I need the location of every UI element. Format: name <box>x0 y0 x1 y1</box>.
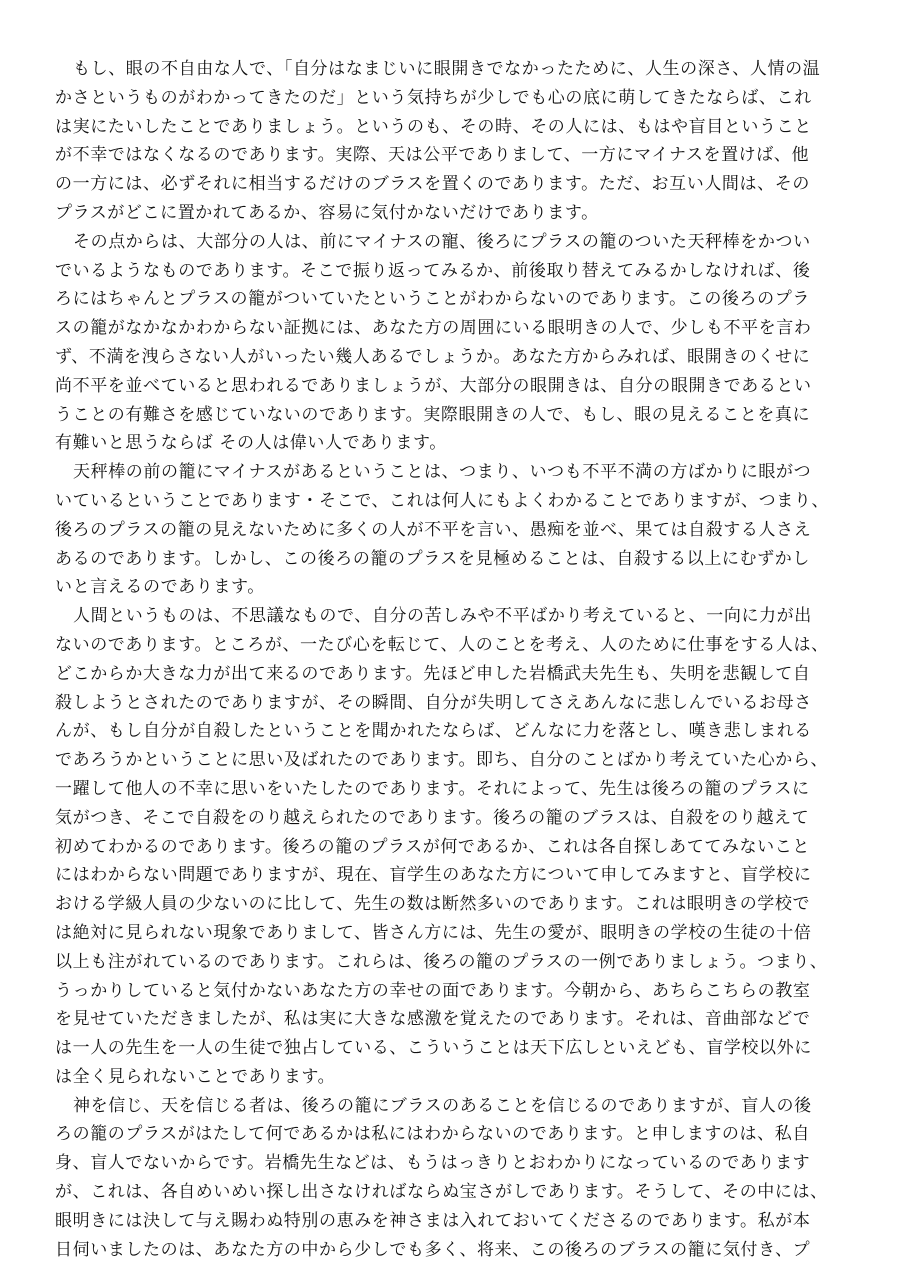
text-line: 尚不平を並べていると思われるでありましょうが、大部分の眼開きは、自分の眼開きであるとい <box>55 375 812 396</box>
text-line: かさというものがわかってきたのだ」という気持ちが少しでも心の底に萌してきたならば、これ <box>55 87 812 108</box>
text-line: は実にたいしたことでありましょう。というのも、その時、その人には、もはや盲目ということ <box>55 116 812 137</box>
text-line: ろの籠のプラスがはたして何であるかは私にはわからないのであります。と申しますのは、私自 <box>55 1124 810 1145</box>
text-line: 一躍して他人の不幸に思いをいたしたのであります。それによって、先生は後ろの籠のプラスに <box>55 778 810 799</box>
text-line: もし、眼の不自由な人で、「自分はなまじいに眼開きでなかったために、人生の深さ、人情の温 <box>73 59 821 79</box>
text-line: 殺しようとされたのでありますが、その瞬間、自分が失明してさえあんなに悲しんでいるお母さ <box>55 692 812 713</box>
text-line: プラスがどこに置かれてあるか、容易に気付かないだけであります。 <box>55 202 599 223</box>
paragraph-2 <box>55 228 865 458</box>
paragraph-3 <box>55 458 865 602</box>
text-line: でいるようなものであります。そこで振り返ってみるか、前後取り替えてみるかしなければ、後 <box>55 260 811 281</box>
text-line: であろうかということに思い及ばれたのであります。即ち、自分のことばかり考えていた心から、 <box>55 750 829 771</box>
text-line: 人間というものは、不思議なもので、自分の苦しみや不平ばかり考えていると、一向に力が出 <box>73 606 812 627</box>
text-line: の一方には、必ずそれに相当するだけのブラスを置くのであります。ただ、お互い人間は、その <box>55 174 810 195</box>
text-line: いているということであります・そこで、これは何人にもよくわかることでありますが、つまり、 <box>55 490 830 511</box>
text-line: ないのであります。ところが、一たび心を転じて、人のことを考え、人のために仕事をする人は、 <box>55 634 829 655</box>
text-line: 以上も注がれているのであります。これらは、後ろの籠のプラスの一例でありましょう。つまり、 <box>55 951 828 972</box>
text-line: を見せていただきましたが、私は実に大きな感激を覚えたのであります。それは、音曲部などで <box>55 1009 811 1030</box>
text-line: ず、不満を洩らさない人がいったい幾人あるでしょうか。あなた方からみれば、眼開きのくせに <box>55 346 811 367</box>
paragraph-4 <box>55 602 865 1092</box>
text-line: スの籠がなかなかわからない証拠には、あなた方の周囲にいる眼明きの人で、少しも不平を言わ <box>55 318 812 339</box>
text-line: 気がつき、そこで自殺をのり越えられたのであります。後ろの籠のブラスは、自殺をのり越えて <box>55 807 810 828</box>
text-line: んが、もし自分が自殺したということを聞かれたならば、どんなに力を落とし、嘆き悲しまれる <box>55 721 812 742</box>
text-line: ろにはちゃんとプラスの籠がついていたということがわからないのであります。この後ろのプラ <box>55 289 810 310</box>
text-line: 日伺いましたのは、あなた方の中から少しでも多く、将来、この後ろのブラスの籠に気付き、プ <box>55 1239 811 1260</box>
text-line: あるのであります。しかし、この後ろの籠のプラスを見極めることは、自殺する以上にむずかし <box>55 548 810 569</box>
text-line: が不幸ではなくなるのであります。実際、天は公平でありまして、一方にマイナスを置けば、他 <box>55 145 810 166</box>
body-text <box>55 55 865 1264</box>
paragraph-5 <box>55 1092 865 1265</box>
text-line: うっかりしていると気付かないあなた方の幸せの面であります。今朝から、あちらこちらの教室 <box>55 980 811 1001</box>
text-line: その点からは、大部分の人は、前にマイナスの寵、後ろにプラスの籠のついた天秤棒をかつい <box>73 231 811 252</box>
text-line: 初めてわかるのであります。後ろの籠のプラスが何であるか、これは各自探しあててみないこと <box>55 836 810 857</box>
text-line: 天秤棒の前の籠にマイナスがあるということは、つまり、いつも不平不満の方ばかりに眼がつ <box>73 462 812 483</box>
text-line: 神を信じ、天を信じる者は、後ろの籠にブラスのあることを信じるのでありますが、盲人の後 <box>73 1095 812 1116</box>
paragraph-1 <box>55 55 865 228</box>
text-line: 後ろのプラスの籠の見えないために多くの人が不平を言い、愚痴を並べ、果ては自殺する人さえ <box>55 519 812 540</box>
text-line: どこからか大きな力が出て来るのであります。先ほど申した岩橋武夫先生も、失明を悲観して自 <box>55 663 811 684</box>
text-line: が、これは、各自めいめい探し出さなければならぬ宝さがしであります。そうして、その中には、 <box>55 1182 828 1203</box>
text-line: 身、盲人でないからです。岩橋先生などは、もうはっきりとおわかりになっているのであります <box>55 1153 811 1174</box>
text-line: は絶対に見られない現象でありまして、皆さん方には、先生の愛が、眼明きの学校の生徒の十倍 <box>55 922 812 943</box>
text-line: にはわからない問題でありますが、現在、盲学生のあなた方について申してみますと、盲学校に <box>55 865 812 886</box>
text-line: いと言えるのであります。 <box>55 577 265 598</box>
text-line: は全く見られないことであります。 <box>55 1066 336 1087</box>
text-line: 眼明きには決して与え賜わぬ特別の恵みを神さまは入れておいてくださるのであります。私が本 <box>55 1210 811 1231</box>
text-line: おける学級人員の少ないのに比して、先生の数は断然多いのであります。これは眼明きの学校で <box>55 894 811 915</box>
text-line: うことの有難さを感じていないのであります。実際眼開きの人で、もし、眼の見えることを真に <box>55 404 811 425</box>
text-line: 有難いと思うならば その人は偉い人であります。 <box>55 433 447 454</box>
text-line: は一人の先生を一人の生徒で独占している、こういうことは天下広しといえども、盲学校以外に <box>55 1038 812 1059</box>
